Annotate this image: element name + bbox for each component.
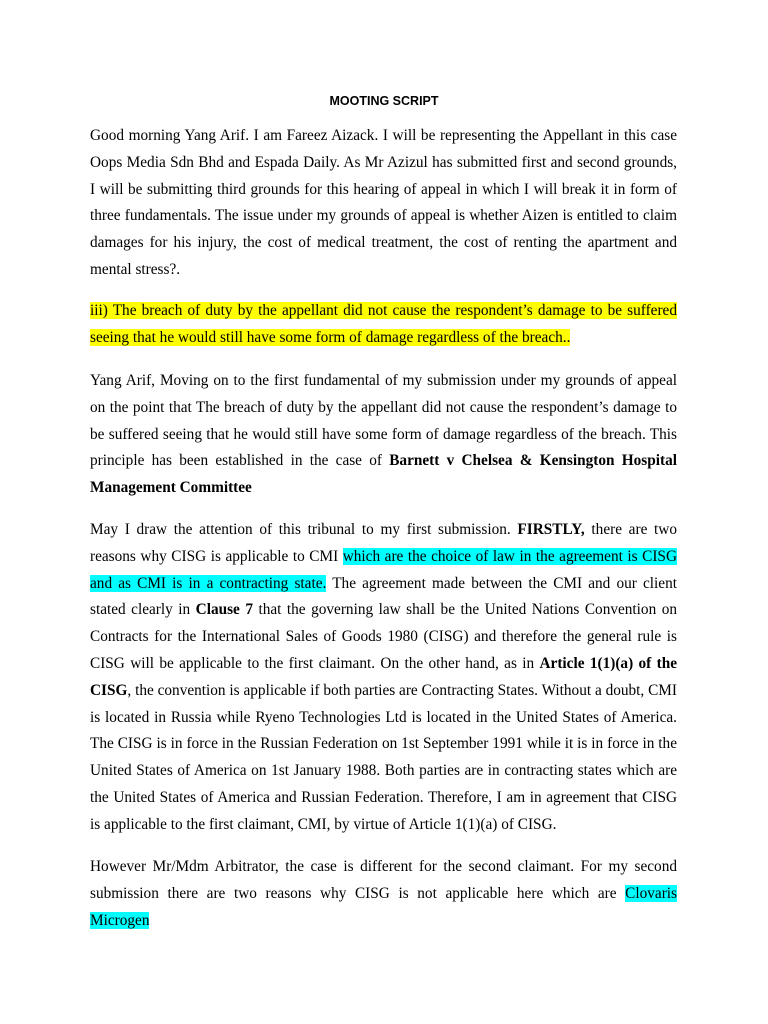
submission-text-2: there are two reasons why CISG is applicable to CMI bbox=[90, 521, 677, 565]
document-title: MOOTING SCRIPT bbox=[329, 94, 439, 108]
paragraph-first-fundamental bbox=[90, 368, 677, 502]
submission-text-1: May I draw the attention of this tribunal to my first submission. bbox=[90, 521, 518, 538]
case-citation: Barnett v Chelsea & Kensington Hospital Management Committee bbox=[90, 452, 677, 497]
highlighted-reasons-text: which are the choice of law in the agreement is CISG and as CMI is in a contracting state. bbox=[90, 547, 677, 592]
paragraph-first-submission bbox=[90, 517, 677, 839]
submission-text-4: that the governing law shall be the United Nations Convention on Contracts for the International Sales of Goods 1980 (CISG) and therefore the general rule is CISG will be applicable to the first claimant. On the other hand, as in bbox=[90, 601, 678, 672]
highlighted-clovaris-text: Clovaris Microgen bbox=[90, 884, 677, 929]
paragraph-introduction: Good morning Yang Arif. I am Fareez Aizack. I will be representing the Appellant in this case Oops Media Sdn Bhd and Espada Daily. As Mr Azizul has submitted first and second grounds, I will be submitting third grounds for this hearing of appeal in which I will break it in form of three fundamentals. The issue under my grounds of appeal is whether Aizen is entitled to claim damages for his injury, the cost of medical treatment, the cost of renting the apartment and mental stress?. bbox=[90, 127, 677, 278]
first-fundamental-text: Yang Arif, Moving on to the first fundamental of my submission under my grounds of appeal on the point that The breach of duty by the appellant did not cause the respondent’s damage to be suffered seeing that he would still have some form of damage regardless of the breach. This principle has been established in the case of bbox=[90, 372, 677, 470]
paragraph-second-submission bbox=[90, 854, 677, 934]
submission-text-3: The agreement made between the CMI and our client stated clearly in bbox=[90, 574, 677, 619]
paragraph-ground-iii bbox=[90, 298, 677, 352]
article-reference: Article 1(1)(a) of the CISG bbox=[90, 654, 677, 699]
highlighted-ground-text: iii) The breach of duty by the appellant did not cause the respondent’s damage to be suffered seeing that he would still have some form of damage regardless of the breach.. bbox=[90, 302, 677, 346]
firstly-label: FIRSTLY, bbox=[517, 521, 585, 538]
second-submission-text: However Mr/Mdm Arbitrator, the case is different for the second claimant. For my second submission there are two reasons why CISG is not applicable here which are bbox=[90, 858, 677, 902]
submission-text-5: , the convention is applicable if both parties are Contracting States. Without a doubt, CMI is located in Russia while Ryeno Technologies Ltd is located in the United States of America. The CISG is in force in the Russian Federation on 1st September 1991 while it is in force in the United States of America on 1st January 1988. Both parties are in contracting states which are the United States of America and Russian Federation. Therefore, I am in agreement that CISG is applicable to the first claimant, CMI, by virtue of Article 1(1)(a) of CISG. bbox=[90, 681, 677, 833]
clause-reference: Clause 7 bbox=[195, 601, 253, 619]
